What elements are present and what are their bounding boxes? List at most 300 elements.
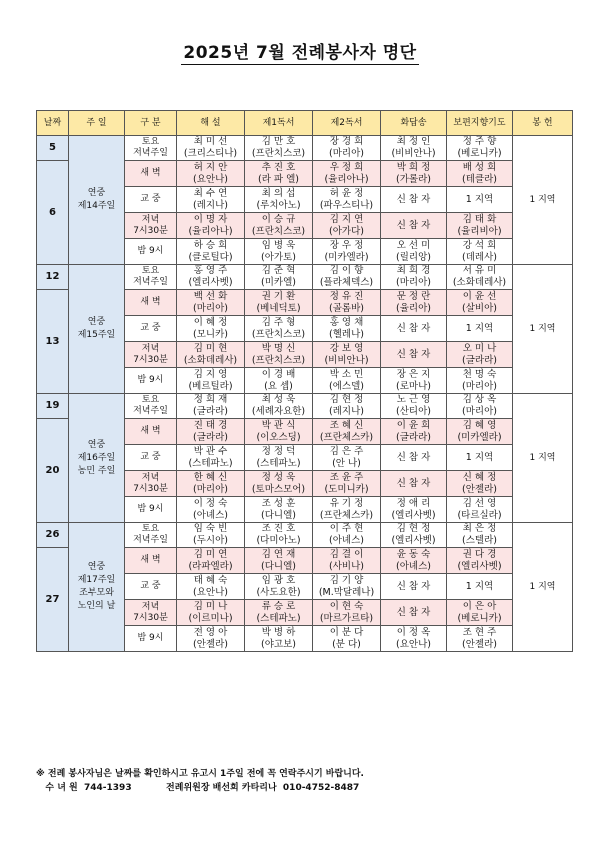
text-line: (스테파노): [256, 612, 301, 624]
footer-line-1: ※ 전례 봉사자님은 날짜를 확인하시고 유고시 1주일 전에 꼭 연락주시기 바랍니다.: [36, 769, 364, 779]
volunteer-cell: [177, 523, 245, 548]
offertory-cell: 1 지역: [513, 136, 573, 265]
volunteer-cell: [245, 574, 313, 600]
text-line: 홍 영 채: [329, 316, 364, 328]
text-line: 신 참 자: [396, 322, 431, 334]
volunteer-cell: [447, 239, 513, 265]
text-line: (도미니카): [324, 483, 369, 495]
volunteer-cell: [245, 265, 313, 290]
text-line: (타르실라): [457, 509, 502, 521]
volunteer-cell: [447, 161, 513, 187]
volunteer-cell: [245, 342, 313, 368]
text-line: 7시30분: [133, 225, 168, 236]
volunteer-cell: [447, 548, 513, 574]
text-line: 강 보 영: [329, 342, 364, 354]
text-line: 1 지역: [465, 193, 494, 205]
text-line: (프란치스코): [251, 354, 306, 366]
service-type-cell: [125, 161, 177, 187]
text-line: 허 윤 정: [329, 187, 364, 199]
volunteer-cell: [245, 290, 313, 316]
volunteer-cell: [313, 213, 381, 239]
text-line: (사도요한): [256, 586, 301, 598]
text-line: 저녁: [141, 343, 160, 354]
volunteer-cell: [313, 290, 381, 316]
volunteer-cell: [447, 574, 513, 600]
text-line: (프란체스카): [319, 509, 374, 521]
text-line: 조 혜 신: [329, 419, 364, 431]
text-line: 이 윤 희: [396, 419, 431, 431]
text-line: 신 혜 정: [462, 471, 497, 483]
volunteer-cell: [447, 342, 513, 368]
volunteer-cell: [177, 574, 245, 600]
volunteer-cell: [381, 316, 447, 342]
volunteer-cell: [447, 626, 513, 652]
text-line: (릴리앙): [396, 251, 431, 263]
schedule-table: [36, 110, 573, 652]
volunteer-cell: [177, 239, 245, 265]
text-line: (야고보): [261, 638, 296, 650]
service-type-cell: [125, 497, 177, 523]
text-line: 류 승 로: [261, 600, 296, 612]
text-line: 새 벽: [140, 555, 161, 565]
text-line: 김 태 화: [462, 213, 497, 225]
text-line: 최 은 정: [462, 523, 497, 534]
text-line: 제14주일: [77, 201, 116, 211]
text-line: (레지나): [329, 406, 364, 417]
service-type-cell: [125, 316, 177, 342]
volunteer-cell: [447, 394, 513, 419]
text-line: 문 정 란: [396, 290, 431, 302]
text-line: (토마스모어): [251, 483, 306, 495]
text-line: 토요: [141, 266, 160, 276]
page-title-text: 2025년 7월 전례봉사자 명단: [183, 43, 417, 63]
text-line: (스테파노): [256, 457, 301, 469]
text-line: 신 참 자: [396, 193, 431, 205]
text-line: (율리아): [396, 302, 431, 314]
text-line: 밤 9시: [137, 633, 164, 643]
volunteer-cell: [313, 419, 381, 445]
table-row: [37, 394, 573, 419]
text-line: 백 선 화: [193, 290, 228, 302]
text-line: 신 참 자: [396, 606, 431, 618]
text-line: (엘리사벳): [391, 509, 436, 521]
column-header: 구 분: [125, 111, 177, 136]
column-header: 주 일: [69, 111, 125, 136]
text-line: 김 미 연: [193, 548, 228, 560]
volunteer-cell: [447, 523, 513, 548]
column-header: 화답송: [381, 111, 447, 136]
volunteer-cell: [381, 136, 447, 161]
text-line: 한 혜 신: [193, 471, 228, 483]
text-line: 이 승 규: [261, 213, 296, 225]
text-line: 정 애 리: [396, 497, 431, 509]
volunteer-cell: [313, 239, 381, 265]
volunteer-cell: [177, 600, 245, 626]
volunteer-cell: [313, 600, 381, 626]
text-line: 신 참 자: [396, 580, 431, 592]
offertory-cell: 1 지역: [513, 394, 573, 523]
text-line: (다니엘): [261, 509, 296, 521]
text-line: 김 현 정: [396, 523, 431, 534]
text-line: (마리아): [193, 302, 228, 314]
text-line: 최 수 연: [193, 187, 228, 199]
volunteer-cell: [313, 471, 381, 497]
text-line: 이 혜 정: [193, 316, 228, 328]
volunteer-cell: [177, 316, 245, 342]
text-line: (베르틸라): [188, 380, 233, 392]
volunteer-cell: [313, 445, 381, 471]
volunteer-cell: [177, 342, 245, 368]
volunteer-cell: [381, 523, 447, 548]
text-line: 1 지역: [465, 451, 494, 463]
sunday-title-cell: [69, 394, 125, 523]
text-line: 1 지역: [465, 322, 494, 334]
text-line: (글라라): [462, 354, 497, 366]
volunteer-cell: [245, 600, 313, 626]
volunteer-cell: [245, 548, 313, 574]
text-line: (에스델): [329, 380, 364, 392]
text-line: 정 희 재: [193, 394, 228, 405]
volunteer-cell: [381, 368, 447, 394]
text-line: (안젤라): [193, 638, 228, 650]
text-line: (미카엘라): [324, 251, 369, 263]
service-type-cell: [125, 342, 177, 368]
text-line: (다니엘): [261, 560, 296, 572]
text-line: 박 소 민: [329, 368, 364, 380]
text-line: 진 태 경: [193, 419, 228, 431]
text-line: 권 기 환: [261, 290, 296, 302]
volunteer-cell: [381, 342, 447, 368]
text-line: 밤 9시: [137, 504, 164, 514]
text-line: (아녜스): [193, 509, 228, 521]
text-line: (미카엘라): [457, 431, 502, 443]
text-line: (요 셉): [264, 380, 293, 392]
date-cell: 26: [37, 523, 69, 548]
text-line: 임 광 호: [261, 574, 296, 586]
service-type-cell: [125, 368, 177, 394]
text-line: (프란치스코): [251, 328, 306, 340]
volunteer-cell: [245, 471, 313, 497]
text-line: 김 만 호: [261, 136, 296, 147]
text-line: (산티아): [396, 406, 431, 417]
text-line: 신 참 자: [396, 477, 431, 489]
text-line: 김 상 옥: [462, 394, 497, 405]
text-line: (베로니카): [457, 612, 502, 624]
text-line: (라파엘라): [188, 560, 233, 572]
text-line: 임 병 욱: [261, 239, 296, 251]
text-line: (분 다): [332, 638, 361, 650]
text-line: 홍 영 주: [193, 265, 228, 276]
text-line: (사비나): [329, 560, 364, 572]
footer-note: [36, 767, 364, 795]
volunteer-cell: [245, 626, 313, 652]
text-line: (율리비아): [457, 225, 502, 237]
text-line: 김 지 연: [329, 213, 364, 225]
text-line: 김 결 이: [329, 548, 364, 560]
text-line: (베로니카): [457, 148, 502, 159]
volunteer-cell: [313, 394, 381, 419]
text-line: 교 중: [140, 323, 161, 333]
text-line: 오 미 나: [462, 342, 497, 354]
volunteer-cell: [313, 523, 381, 548]
service-type-cell: [125, 523, 177, 548]
text-line: 연중: [87, 439, 106, 450]
text-line: (크리스티나): [183, 148, 238, 159]
service-type-cell: [125, 471, 177, 497]
volunteer-cell: [381, 213, 447, 239]
text-line: (비비안나): [324, 354, 369, 366]
text-line: (라 파 엘): [258, 173, 299, 185]
volunteer-cell: [177, 394, 245, 419]
text-line: (율리아나): [188, 225, 233, 237]
text-line: (테클라): [462, 173, 497, 185]
volunteer-cell: [245, 187, 313, 213]
volunteer-cell: [177, 368, 245, 394]
text-line: (이오스딩): [256, 431, 301, 443]
text-line: 신 참 자: [396, 219, 431, 231]
volunteer-cell: [245, 368, 313, 394]
text-line: (엘리사벳): [391, 535, 436, 546]
text-line: (엘리사벳): [457, 560, 502, 572]
text-line: (아녜스): [396, 560, 431, 572]
text-line: 조 현 주: [462, 626, 497, 638]
text-line: 연중: [87, 317, 106, 327]
text-line: 토요: [141, 524, 160, 534]
text-line: 밤 9시: [137, 246, 164, 256]
volunteer-cell: [381, 626, 447, 652]
text-line: 김 은 주: [329, 445, 364, 457]
text-line: (요안나): [396, 638, 431, 650]
text-line: 토요: [141, 395, 160, 405]
date-cell: 27: [37, 548, 69, 652]
text-line: (루치아노): [256, 199, 301, 211]
volunteer-cell: [245, 239, 313, 265]
text-line: 권 다 경: [462, 548, 497, 560]
text-line: (소화데레사): [452, 277, 507, 288]
text-line: 박 관 수: [193, 445, 228, 457]
text-line: 최 미 선: [193, 136, 228, 147]
text-line: 최 성 욱: [261, 394, 296, 405]
sunday-title-cell: [69, 136, 125, 265]
text-line: (아가다): [329, 225, 364, 237]
text-line: (베네딕토): [256, 302, 301, 314]
volunteer-cell: [447, 368, 513, 394]
column-header: 날짜: [37, 111, 69, 136]
text-line: 이 경 배: [261, 368, 296, 380]
volunteer-cell: [381, 394, 447, 419]
header-row: [37, 111, 573, 136]
text-line: (아녜스): [329, 535, 364, 546]
service-type-cell: [125, 600, 177, 626]
text-line: 정 유 진: [329, 290, 364, 302]
text-line: 장 은 지: [396, 368, 431, 380]
volunteer-cell: [177, 187, 245, 213]
text-line: (가롤라): [396, 173, 431, 185]
text-line: 1 지역: [465, 580, 494, 592]
service-type-cell: [125, 548, 177, 574]
text-line: 저녁주일: [133, 535, 168, 545]
volunteer-cell: [381, 445, 447, 471]
text-line: 김 혜 영: [462, 419, 497, 431]
column-header: 제2독서: [313, 111, 381, 136]
text-line: 저녁: [141, 472, 160, 483]
text-line: 7시30분: [133, 483, 168, 494]
volunteer-cell: [381, 574, 447, 600]
text-line: 밤 9시: [137, 375, 164, 385]
volunteer-cell: [313, 136, 381, 161]
text-line: 이 은 아: [462, 600, 497, 612]
text-line: 김 이 향: [329, 265, 364, 276]
table-row: [37, 136, 573, 161]
volunteer-cell: [245, 161, 313, 187]
volunteer-cell: [313, 368, 381, 394]
text-line: 신 참 자: [396, 348, 431, 360]
text-line: 임 숙 빈: [193, 523, 228, 534]
volunteer-cell: [245, 445, 313, 471]
volunteer-cell: [447, 445, 513, 471]
volunteer-cell: [245, 316, 313, 342]
volunteer-cell: [177, 548, 245, 574]
text-line: 태 혜 숙: [193, 574, 228, 586]
text-line: (요안나): [193, 173, 228, 185]
text-line: (비비안나): [391, 148, 436, 159]
volunteer-cell: [381, 239, 447, 265]
volunteer-cell: [447, 187, 513, 213]
text-line: 교 중: [140, 581, 161, 591]
text-line: (아가토): [261, 251, 296, 263]
offertory-cell: 1 지역: [513, 523, 573, 652]
text-line: 저녁: [141, 214, 160, 225]
sunday-title-cell: [69, 523, 125, 652]
column-header: 해 설: [177, 111, 245, 136]
text-line: (클로틸다): [188, 251, 233, 263]
text-line: (마리아): [396, 277, 431, 288]
volunteer-cell: [177, 626, 245, 652]
text-line: 오 선 미: [396, 239, 431, 251]
text-line: 저녁주일: [133, 406, 168, 416]
date-cell: 5: [37, 136, 69, 161]
text-line: 교 중: [140, 452, 161, 462]
text-line: 전 영 아: [193, 626, 228, 638]
volunteer-cell: [447, 316, 513, 342]
text-line: 허 지 안: [193, 161, 228, 173]
text-line: (살비아): [462, 302, 497, 314]
text-line: (안 나): [332, 457, 361, 469]
volunteer-cell: [245, 394, 313, 419]
text-line: 최 의 섭: [261, 187, 296, 199]
text-line: 노인의 날: [77, 601, 116, 611]
date-cell: 6: [37, 161, 69, 265]
text-line: (데레사): [462, 251, 497, 263]
volunteer-cell: [447, 471, 513, 497]
volunteer-cell: [313, 316, 381, 342]
text-line: 김 기 양: [329, 574, 364, 586]
volunteer-cell: [313, 161, 381, 187]
text-line: 박 병 하: [261, 626, 296, 638]
text-line: 새 벽: [140, 297, 161, 307]
text-line: 박 명 신: [261, 342, 296, 354]
text-line: (글라라): [193, 406, 228, 417]
service-type-cell: [125, 187, 177, 213]
text-line: (프란체스카): [319, 431, 374, 443]
volunteer-cell: [177, 213, 245, 239]
volunteer-cell: [381, 187, 447, 213]
volunteer-cell: [447, 419, 513, 445]
text-line: (레지나): [193, 199, 228, 211]
text-line: (M.막달레나): [318, 586, 375, 598]
text-line: (세례자요한): [251, 406, 306, 417]
service-type-cell: [125, 290, 177, 316]
text-line: 윤 동 숙: [396, 548, 431, 560]
text-line: 김 주 형: [261, 316, 296, 328]
text-line: 7시30분: [133, 354, 168, 365]
text-line: 정 성 욱: [261, 471, 296, 483]
text-line: (엘리사벳): [188, 277, 233, 288]
text-line: (율리아나): [324, 173, 369, 185]
date-cell: 20: [37, 419, 69, 523]
text-line: (다미아노): [256, 535, 301, 546]
text-line: 이 정 옥: [396, 626, 431, 638]
date-cell: 12: [37, 265, 69, 290]
text-line: (프란치스코): [251, 225, 306, 237]
service-type-cell: [125, 394, 177, 419]
text-line: 강 석 희: [462, 239, 497, 251]
text-line: 김 준 혁: [261, 265, 296, 276]
text-line: 우 정 희: [329, 161, 364, 173]
service-type-cell: [125, 265, 177, 290]
text-line: (마르가르타): [319, 612, 374, 624]
text-line: (마리아): [329, 148, 364, 159]
text-line: 김 연 재: [261, 548, 296, 560]
volunteer-cell: [177, 445, 245, 471]
text-line: (마리아): [193, 483, 228, 495]
service-type-cell: [125, 419, 177, 445]
text-line: 이 주 현: [329, 523, 364, 534]
schedule-body: [37, 136, 573, 652]
text-line: (안젤라): [462, 483, 497, 495]
text-line: 최 정 인: [396, 136, 431, 147]
service-type-cell: [125, 136, 177, 161]
sunday-title-cell: [69, 265, 125, 394]
text-line: 제17주일: [77, 575, 116, 585]
text-line: 정 정 덕: [261, 445, 296, 457]
volunteer-cell: [177, 161, 245, 187]
service-type-cell: [125, 213, 177, 239]
text-line: 이 분 다: [329, 626, 364, 638]
text-line: (파우스티나): [319, 199, 374, 211]
volunteer-cell: [447, 290, 513, 316]
text-line: 이 명 자: [193, 213, 228, 225]
text-line: 조부모와: [79, 588, 114, 598]
volunteer-cell: [381, 161, 447, 187]
text-line: 조 성 훈: [261, 497, 296, 509]
volunteer-cell: [381, 548, 447, 574]
text-line: 정 주 향: [462, 136, 497, 147]
table-row: [37, 523, 573, 548]
volunteer-cell: [177, 265, 245, 290]
volunteer-cell: [381, 265, 447, 290]
text-line: 연중: [87, 562, 106, 572]
volunteer-cell: [381, 419, 447, 445]
volunteer-cell: [447, 136, 513, 161]
text-line: 토요: [141, 137, 160, 147]
volunteer-cell: [313, 187, 381, 213]
text-line: (헬레나): [329, 328, 364, 340]
volunteer-cell: [381, 600, 447, 626]
text-line: 이 정 숙: [193, 497, 228, 509]
text-line: (미카엘): [261, 277, 296, 288]
volunteer-cell: [447, 265, 513, 290]
